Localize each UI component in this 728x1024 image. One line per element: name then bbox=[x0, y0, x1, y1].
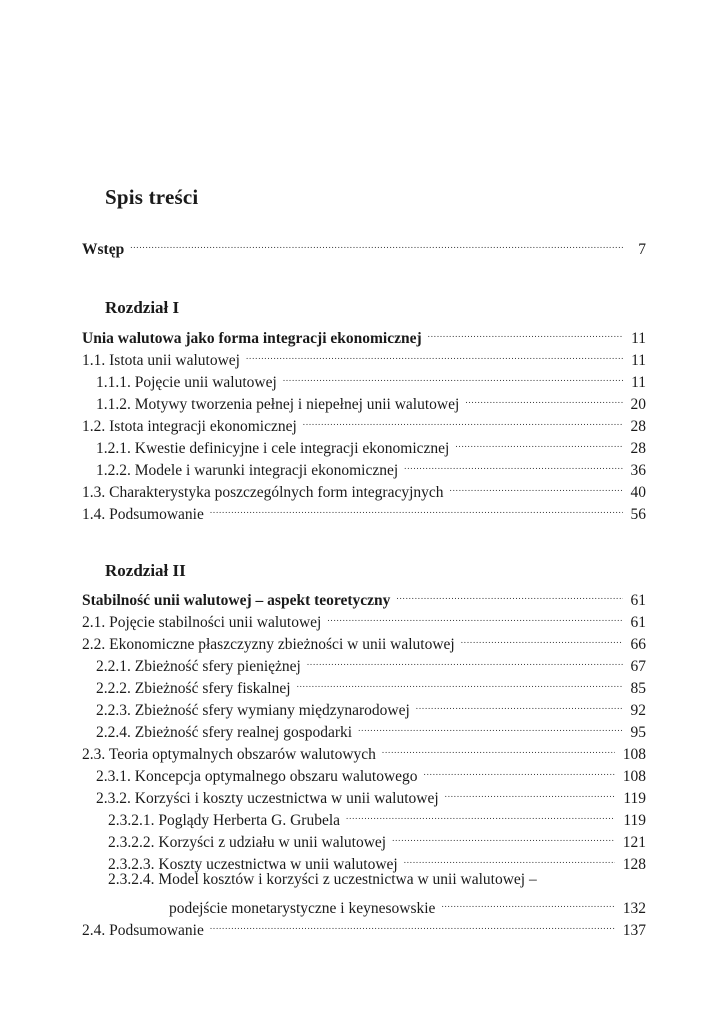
entry-label: Stabilność unii walutowej – aspekt teoretyczny bbox=[82, 592, 391, 609]
dot-leader bbox=[404, 847, 615, 869]
entry-label: 2.2.2. Zbieżność sfery fiskalnej bbox=[96, 680, 291, 697]
entry-label: 2.3.1. Koncepcja optymalnego obszaru walutowego bbox=[96, 768, 418, 785]
dot-leader bbox=[346, 803, 615, 825]
toc-entry[interactable] bbox=[82, 605, 646, 631]
toc-entry[interactable] bbox=[82, 583, 646, 609]
toc-entry[interactable] bbox=[82, 913, 646, 939]
toc-entry[interactable] bbox=[82, 409, 646, 435]
entry-label: 2.2.1. Zbieżność sfery pieniężnej bbox=[96, 658, 301, 675]
entry-label: 2.1. Pojęcie stabilności unii walutowej bbox=[82, 614, 322, 631]
entry-label: 1.4. Podsumowanie bbox=[82, 506, 204, 523]
entry-page: 108 bbox=[622, 768, 646, 785]
dot-leader bbox=[428, 321, 623, 343]
toc-entry[interactable] bbox=[82, 343, 646, 369]
entry-page: 119 bbox=[623, 790, 646, 807]
toc-entry[interactable] bbox=[82, 891, 646, 917]
dot-leader bbox=[424, 759, 615, 781]
entry-page: 28 bbox=[630, 418, 646, 435]
dot-leader bbox=[210, 913, 615, 935]
toc-entry[interactable] bbox=[82, 453, 646, 479]
dot-leader bbox=[455, 431, 622, 453]
entry-page: 11 bbox=[631, 352, 646, 369]
dot-leader bbox=[307, 649, 623, 671]
toc-entry[interactable] bbox=[82, 759, 646, 785]
entry-label: 2.3.2.4. Model kosztów i korzyści z uczestnictwa w unii walutowej – bbox=[108, 871, 537, 888]
entry-page: 40 bbox=[630, 484, 646, 501]
toc-entry[interactable] bbox=[82, 387, 646, 413]
entry-page: 121 bbox=[622, 834, 646, 851]
entry-label: 2.2.3. Zbieżność sfery wymiany międzynarodowej bbox=[96, 702, 410, 719]
toc-entry[interactable] bbox=[82, 321, 646, 347]
toc-entry[interactable] bbox=[82, 497, 646, 523]
entry-page: 137 bbox=[622, 922, 646, 939]
toc-entry[interactable] bbox=[82, 847, 646, 873]
entry-label: 2.2. Ekonomiczne płaszczyzny zbieżności w unii walutowej bbox=[82, 636, 455, 653]
entry-label: 1.2.1. Kwestie definicyjne i cele integracji ekonomicznej bbox=[96, 440, 450, 457]
dot-leader bbox=[461, 627, 623, 649]
entry-label: 2.3.2. Korzyści i koszty uczestnictwa w unii walutowej bbox=[96, 790, 439, 807]
entry-label: 1.3. Charakterystyka poszczególnych form integracyjnych bbox=[82, 484, 444, 501]
entry-label: Unia walutowa jako forma integracji ekonomicznej bbox=[82, 330, 422, 347]
dot-leader bbox=[283, 365, 623, 387]
entry-label: 1.2. Istota integracji ekonomicznej bbox=[82, 418, 297, 435]
entry-page: 67 bbox=[630, 658, 646, 675]
toc-entry[interactable] bbox=[82, 627, 646, 653]
entry-page: 108 bbox=[622, 746, 646, 763]
entry-page: 61 bbox=[630, 614, 646, 631]
toc-entry[interactable] bbox=[82, 737, 646, 763]
toc-entry[interactable] bbox=[82, 475, 646, 501]
entry-label: 1.2.2. Modele i warunki integracji ekonomicznej bbox=[96, 462, 399, 479]
toc-entry[interactable] bbox=[82, 693, 646, 719]
entry-page: 61 bbox=[630, 592, 646, 609]
entry-page: 132 bbox=[622, 900, 646, 917]
entry-page: 119 bbox=[623, 812, 646, 829]
entry-label: 1.1. Istota unii walutowej bbox=[82, 352, 240, 369]
dot-leader bbox=[396, 583, 622, 605]
entry-label: 1.1.2. Motywy tworzenia pełnej i niepełnej unii walutowej bbox=[96, 396, 460, 413]
entry-page: 95 bbox=[630, 724, 646, 741]
dot-leader bbox=[327, 605, 622, 627]
dot-leader bbox=[358, 715, 622, 737]
entry-page: 36 bbox=[630, 462, 646, 479]
entry-page: 7 bbox=[638, 241, 646, 258]
dot-leader bbox=[465, 387, 622, 409]
toc-entry-intro[interactable] bbox=[82, 232, 646, 258]
entry-label: 2.3.2.1. Poglądy Herberta G. Grubela bbox=[108, 812, 341, 829]
entry-page: 11 bbox=[631, 330, 646, 347]
entry-label: 2.3.2.2. Korzyści z udziału w unii walutowej bbox=[108, 834, 387, 851]
entry-label: 2.3. Teoria optymalnych obszarów walutowych bbox=[82, 746, 376, 763]
entry-label-continuation: podejście monetarystyczne i keynesowskie bbox=[169, 900, 436, 917]
dot-leader bbox=[392, 825, 615, 847]
entry-page: 11 bbox=[631, 374, 646, 391]
toc-entry[interactable] bbox=[82, 671, 646, 697]
dot-leader bbox=[404, 453, 622, 475]
entry-page: 92 bbox=[630, 702, 646, 719]
entry-page: 28 bbox=[630, 440, 646, 457]
dot-leader bbox=[303, 409, 623, 431]
entry-page: 66 bbox=[630, 636, 646, 653]
chapter-heading-1: Rozdział I bbox=[105, 298, 180, 317]
toc-entry[interactable] bbox=[82, 781, 646, 807]
entry-label: 2.3.2.3. Koszty uczestnictwa w unii walutowej bbox=[108, 856, 398, 873]
dot-leader bbox=[382, 737, 615, 759]
entry-page: 128 bbox=[622, 856, 646, 873]
entry-label: 2.2.4. Zbieżność sfery realnej gospodarki bbox=[96, 724, 353, 741]
dot-leader bbox=[416, 693, 623, 715]
chapter-heading-2: Rozdział II bbox=[105, 561, 186, 580]
toc-entry[interactable] bbox=[82, 715, 646, 741]
toc-entry-first-line[interactable] bbox=[82, 869, 646, 891]
toc-entry[interactable] bbox=[82, 431, 646, 457]
entry-label: Wstęp bbox=[82, 241, 125, 258]
entry-label: 2.4. Podsumowanie bbox=[82, 922, 204, 939]
dot-leader bbox=[130, 232, 624, 254]
dot-leader bbox=[297, 671, 623, 693]
toc-title: Spis treści bbox=[105, 185, 199, 209]
toc-entry[interactable] bbox=[82, 825, 646, 851]
dot-leader bbox=[450, 475, 623, 497]
entry-label: 1.1.1. Pojęcie unii walutowej bbox=[96, 374, 277, 391]
toc-entry[interactable] bbox=[82, 365, 646, 391]
dot-leader bbox=[441, 891, 614, 913]
dot-leader bbox=[445, 781, 616, 803]
entry-page: 56 bbox=[630, 506, 646, 523]
entry-page: 20 bbox=[630, 396, 646, 413]
toc-entry[interactable] bbox=[82, 803, 646, 829]
dot-leader bbox=[246, 343, 623, 365]
toc-entry[interactable] bbox=[82, 649, 646, 675]
dot-leader bbox=[210, 497, 623, 519]
entry-page: 85 bbox=[630, 680, 646, 697]
